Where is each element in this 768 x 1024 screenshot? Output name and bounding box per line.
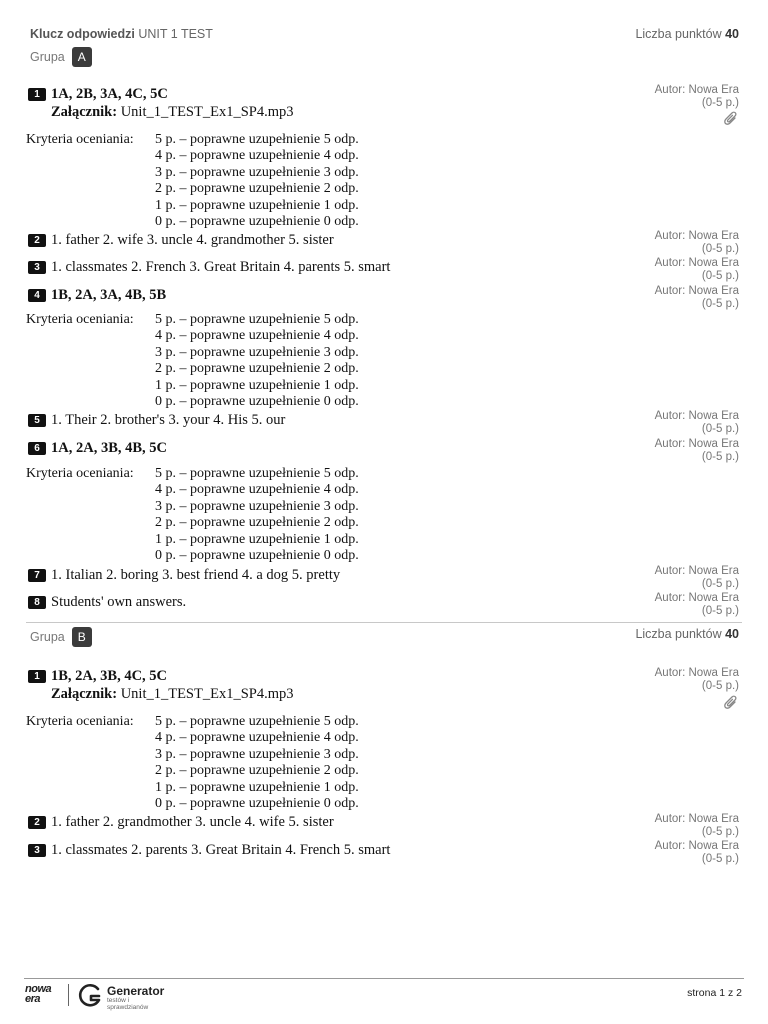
criteria-line: 2 p. – poprawne uzupełnienie 2 odp. <box>155 515 359 531</box>
task-number-badge: 3 <box>28 261 46 274</box>
points-range: (0-5 p.) <box>701 423 739 435</box>
task-a2-meta <box>655 230 739 256</box>
group-a-points: Liczba punktów 40 <box>635 27 739 41</box>
task-b1-attachment[interactable]: Załącznik: Unit_1_TEST_Ex1_SP4.mp3 <box>51 686 294 702</box>
author-label: Autor: Nowa Era <box>654 667 739 679</box>
task-a5-meta <box>655 410 739 436</box>
author-label: Autor: Nowa Era <box>654 410 739 422</box>
generator-title: Generator <box>107 984 165 998</box>
criteria-line: 1 p. – poprawne uzupełnienie 1 odp. <box>155 531 359 547</box>
test-name: UNIT 1 TEST <box>138 27 213 41</box>
group-label: Grupa <box>30 630 65 644</box>
points-range: (0-5 p.) <box>701 243 739 255</box>
points-range: (0-5 p.) <box>701 853 739 865</box>
task-a8-meta <box>655 592 739 618</box>
footer-divider <box>24 978 744 979</box>
points-range: (0-5 p.) <box>701 270 739 282</box>
nowa-era-logo: nowa era <box>25 983 52 1005</box>
page-header <box>30 27 739 43</box>
generator-subtitle: testów i sprawdzianów <box>107 997 149 1011</box>
test-title <box>30 27 213 41</box>
criteria-line: 4 p. – poprawne uzupełnienie 4 odp. <box>155 148 359 164</box>
paperclip-icon[interactable] <box>724 695 738 716</box>
task-b3-answer: 3 1. classmates 2. parents 3. Great Britain 4. French 5. smart <box>28 842 390 859</box>
criteria-line: 1 p. – poprawne uzupełnienie 1 odp. <box>155 779 359 795</box>
task-a3-answer: 3 1. classmates 2. French 3. Great Britain 4. parents 5. smart <box>28 259 390 276</box>
criteria-line: 0 p. – poprawne uzupełnienie 0 odp. <box>155 214 359 230</box>
task-number-badge: 1 <box>28 88 46 101</box>
task-number-badge: 2 <box>28 816 46 829</box>
group-label: Grupa <box>30 50 65 64</box>
task-a1-meta <box>655 84 739 110</box>
criteria-line: 4 p. – poprawne uzupełnienie 4 odp. <box>155 482 359 498</box>
criteria-line: 3 p. – poprawne uzupełnienie 3 odp. <box>155 164 359 180</box>
author-label: Autor: Nowa Era <box>654 230 739 242</box>
task-number-badge: 1 <box>28 670 46 683</box>
criteria-line: 3 p. – poprawne uzupełnienie 3 odp. <box>155 746 359 762</box>
criteria-label: Kryteria oceniania: <box>26 132 134 147</box>
task-b1-answer: 1 1B, 2A, 3B, 4C, 5C <box>28 668 167 685</box>
task-b1-meta <box>655 667 739 693</box>
criteria-label: Kryteria oceniania: <box>26 714 134 729</box>
criteria-line: 5 p. – poprawne uzupełnienie 5 odp. <box>155 132 359 147</box>
task-a8-answer: 8 Students' own answers. <box>28 594 186 611</box>
criteria-line: 2 p. – poprawne uzupełnienie 2 odp. <box>155 361 359 377</box>
criteria-line: 5 p. – poprawne uzupełnienie 5 odp. <box>155 714 359 729</box>
task-a7-answer: 7 1. Italian 2. boring 3. best friend 4. a dog 5. pretty <box>28 567 340 584</box>
group-b-points: Liczba punktów 40 <box>635 627 739 641</box>
author-label: Autor: Nowa Era <box>654 592 739 604</box>
points-range: (0-5 p.) <box>701 826 739 838</box>
task-number-badge: 5 <box>28 414 46 427</box>
criteria-line: 1 p. – poprawne uzupełnienie 1 odp. <box>155 197 359 213</box>
task-number-badge: 2 <box>28 234 46 247</box>
author-label: Autor: Nowa Era <box>654 438 739 450</box>
task-a1-attachment[interactable]: Załącznik: Unit_1_TEST_Ex1_SP4.mp3 <box>51 104 294 120</box>
points-range: (0-5 p.) <box>701 680 739 692</box>
author-label: Autor: Nowa Era <box>654 84 739 96</box>
criteria-label: Kryteria oceniania: <box>26 466 134 481</box>
group-a-badge: A <box>72 47 92 67</box>
task-a3-meta <box>655 257 739 283</box>
author-label: Autor: Nowa Era <box>654 257 739 269</box>
points-range: (0-5 p.) <box>701 605 739 617</box>
criteria-line: 3 p. – poprawne uzupełnienie 3 odp. <box>155 344 359 360</box>
criteria-line: 0 p. – poprawne uzupełnienie 0 odp. <box>155 394 359 410</box>
task-a4-meta <box>655 285 739 311</box>
task-number-badge: 3 <box>28 844 46 857</box>
task-a1-answer: 1 1A, 2B, 3A, 4C, 5C <box>28 86 168 103</box>
group-divider <box>26 622 742 623</box>
criteria-line: 5 p. – poprawne uzupełnienie 5 odp. <box>155 466 359 481</box>
logo-separator <box>68 984 69 1006</box>
author-label: Autor: Nowa Era <box>654 813 739 825</box>
task-number-badge: 7 <box>28 569 46 582</box>
criteria-label: Kryteria oceniania: <box>26 312 134 327</box>
page-number: strona 1 z 2 <box>687 987 742 999</box>
criteria-line: 1 p. – poprawne uzupełnienie 1 odp. <box>155 377 359 393</box>
task-a7-meta <box>655 565 739 591</box>
task-b2-meta <box>655 813 739 839</box>
paperclip-icon[interactable] <box>724 111 738 132</box>
author-label: Autor: Nowa Era <box>654 840 739 852</box>
author-label: Autor: Nowa Era <box>654 565 739 577</box>
answer-key-label: Klucz odpowiedzi <box>30 27 135 41</box>
task-a4-answer: 4 1B, 2A, 3A, 4B, 5B <box>28 287 166 304</box>
task-number-badge: 8 <box>28 596 46 609</box>
criteria-line: 4 p. – poprawne uzupełnienie 4 odp. <box>155 730 359 746</box>
task-a6-answer: 6 1A, 2A, 3B, 4B, 5C <box>28 440 167 457</box>
task-a6-meta <box>655 438 739 464</box>
generator-logo-icon <box>77 983 103 1009</box>
author-label: Autor: Nowa Era <box>654 285 739 297</box>
group-b-badge: B <box>72 627 92 647</box>
criteria-line: 0 p. – poprawne uzupełnienie 0 odp. <box>155 796 359 812</box>
criteria-line: 2 p. – poprawne uzupełnienie 2 odp. <box>155 181 359 197</box>
points-range: (0-5 p.) <box>701 97 739 109</box>
task-number-badge: 6 <box>28 442 46 455</box>
task-a5-answer: 5 1. Their 2. brother's 3. your 4. His 5. our <box>28 412 285 429</box>
criteria-line: 2 p. – poprawne uzupełnienie 2 odp. <box>155 763 359 779</box>
task-b3-meta <box>655 840 739 866</box>
points-range: (0-5 p.) <box>701 298 739 310</box>
criteria-line: 0 p. – poprawne uzupełnienie 0 odp. <box>155 548 359 564</box>
task-b2-answer: 2 1. father 2. grandmother 3. uncle 4. wife 5. sister <box>28 814 334 831</box>
task-a2-answer: 2 1. father 2. wife 3. uncle 4. grandmother 5. sister <box>28 232 334 249</box>
points-range: (0-5 p.) <box>701 578 739 590</box>
criteria-line: 5 p. – poprawne uzupełnienie 5 odp. <box>155 312 359 327</box>
criteria-line: 3 p. – poprawne uzupełnienie 3 odp. <box>155 498 359 514</box>
criteria-line: 4 p. – poprawne uzupełnienie 4 odp. <box>155 328 359 344</box>
group-a-header <box>30 47 92 67</box>
group-b-header <box>30 627 92 647</box>
task-number-badge: 4 <box>28 289 46 302</box>
points-range: (0-5 p.) <box>701 451 739 463</box>
